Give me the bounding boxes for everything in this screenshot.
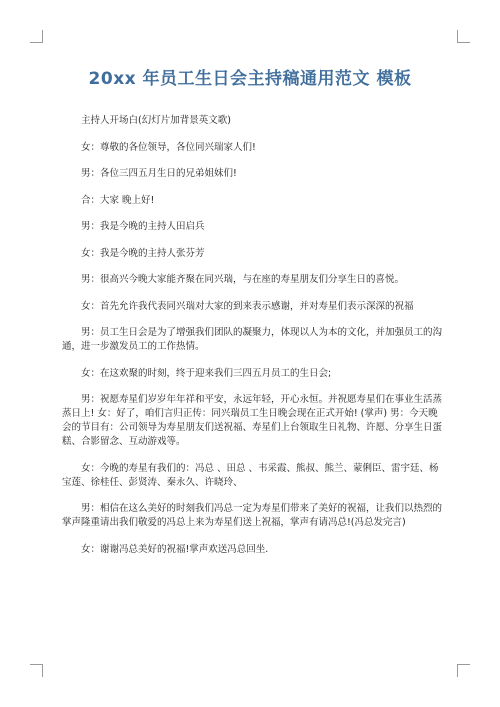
paragraph: 男：我是今晚的主持人田启兵 <box>81 221 205 232</box>
paragraph: 女：首先允许我代表同兴瑞对大家的到来表示感谢，并对寿星们表示深深的祝福 <box>81 300 414 312</box>
corner-mark-top-right <box>457 30 470 43</box>
paragraph: 男：各位三四五月生日的兄弟姐妹们! <box>81 168 237 179</box>
paragraph: 合：大家 晚上好! <box>81 194 155 206</box>
paragraph: 女：今晚的寿星有我们的：冯总 、田总 、韦采霞、熊叔、熊兰、蒙俐臣、雷宇廷、杨宝莲、徐桂任、彭贤涛、秦永久、许晓玲、 <box>62 462 439 488</box>
paragraph: 女：谢谢冯总美好的祝福!掌声欢送冯总回坐. <box>81 543 269 555</box>
corner-mark-top-left <box>30 30 43 43</box>
paragraph: 男：相信在这么美好的时刻我们冯总一定为寿星们带来了美好的祝福，让我们以热烈的掌声隆重请出我们敬爱的冯总上来为寿星们送上祝福，掌声有请冯总!(冯总发完言) <box>62 503 443 528</box>
corner-mark-bottom-right <box>457 664 470 677</box>
document-body <box>62 114 442 569</box>
paragraph: 女：在这欢聚的时刻，终于迎来我们三四五月员工的生日会; <box>81 367 332 379</box>
corner-mark-bottom-left <box>30 664 43 677</box>
paragraph-opening: 主持人开场白(幻灯片加背景英文歌) <box>81 115 231 126</box>
paragraph: 女：尊敬的各位领导，各位同兴瑞家人们! <box>81 141 256 153</box>
document-title: 20xx 年员工生日会主持稿通用范文 模板 <box>88 69 412 89</box>
paragraph: 男：员工生日会是为了增强我们团队的凝聚力，体现以人为本的文化，并加强员工的沟通，进一步激发员工的工作热情。 <box>62 327 443 352</box>
paragraph: 男：祝愿寿星们岁岁年年祥和平安，永远年轻，开心永恒。并祝愿寿星们在事业生活蒸蒸日上! 女：好了，咱们言归正传：同兴瑞员工生日晚会现在正式开始! (掌声) 男：今天晚会的节目有：公司领导为寿星朋友们送祝福、寿星们上台领取生日礼物、许愿、分享生日蛋糕、合影留念、互动游戏等。 <box>62 394 443 447</box>
paragraph: 女：我是今晚的主持人张芬芳 <box>81 247 205 259</box>
paragraph: 男：很高兴今晚大家能齐聚在同兴瑞，与在座的寿星朋友们分享生日的喜悦。 <box>81 274 405 285</box>
